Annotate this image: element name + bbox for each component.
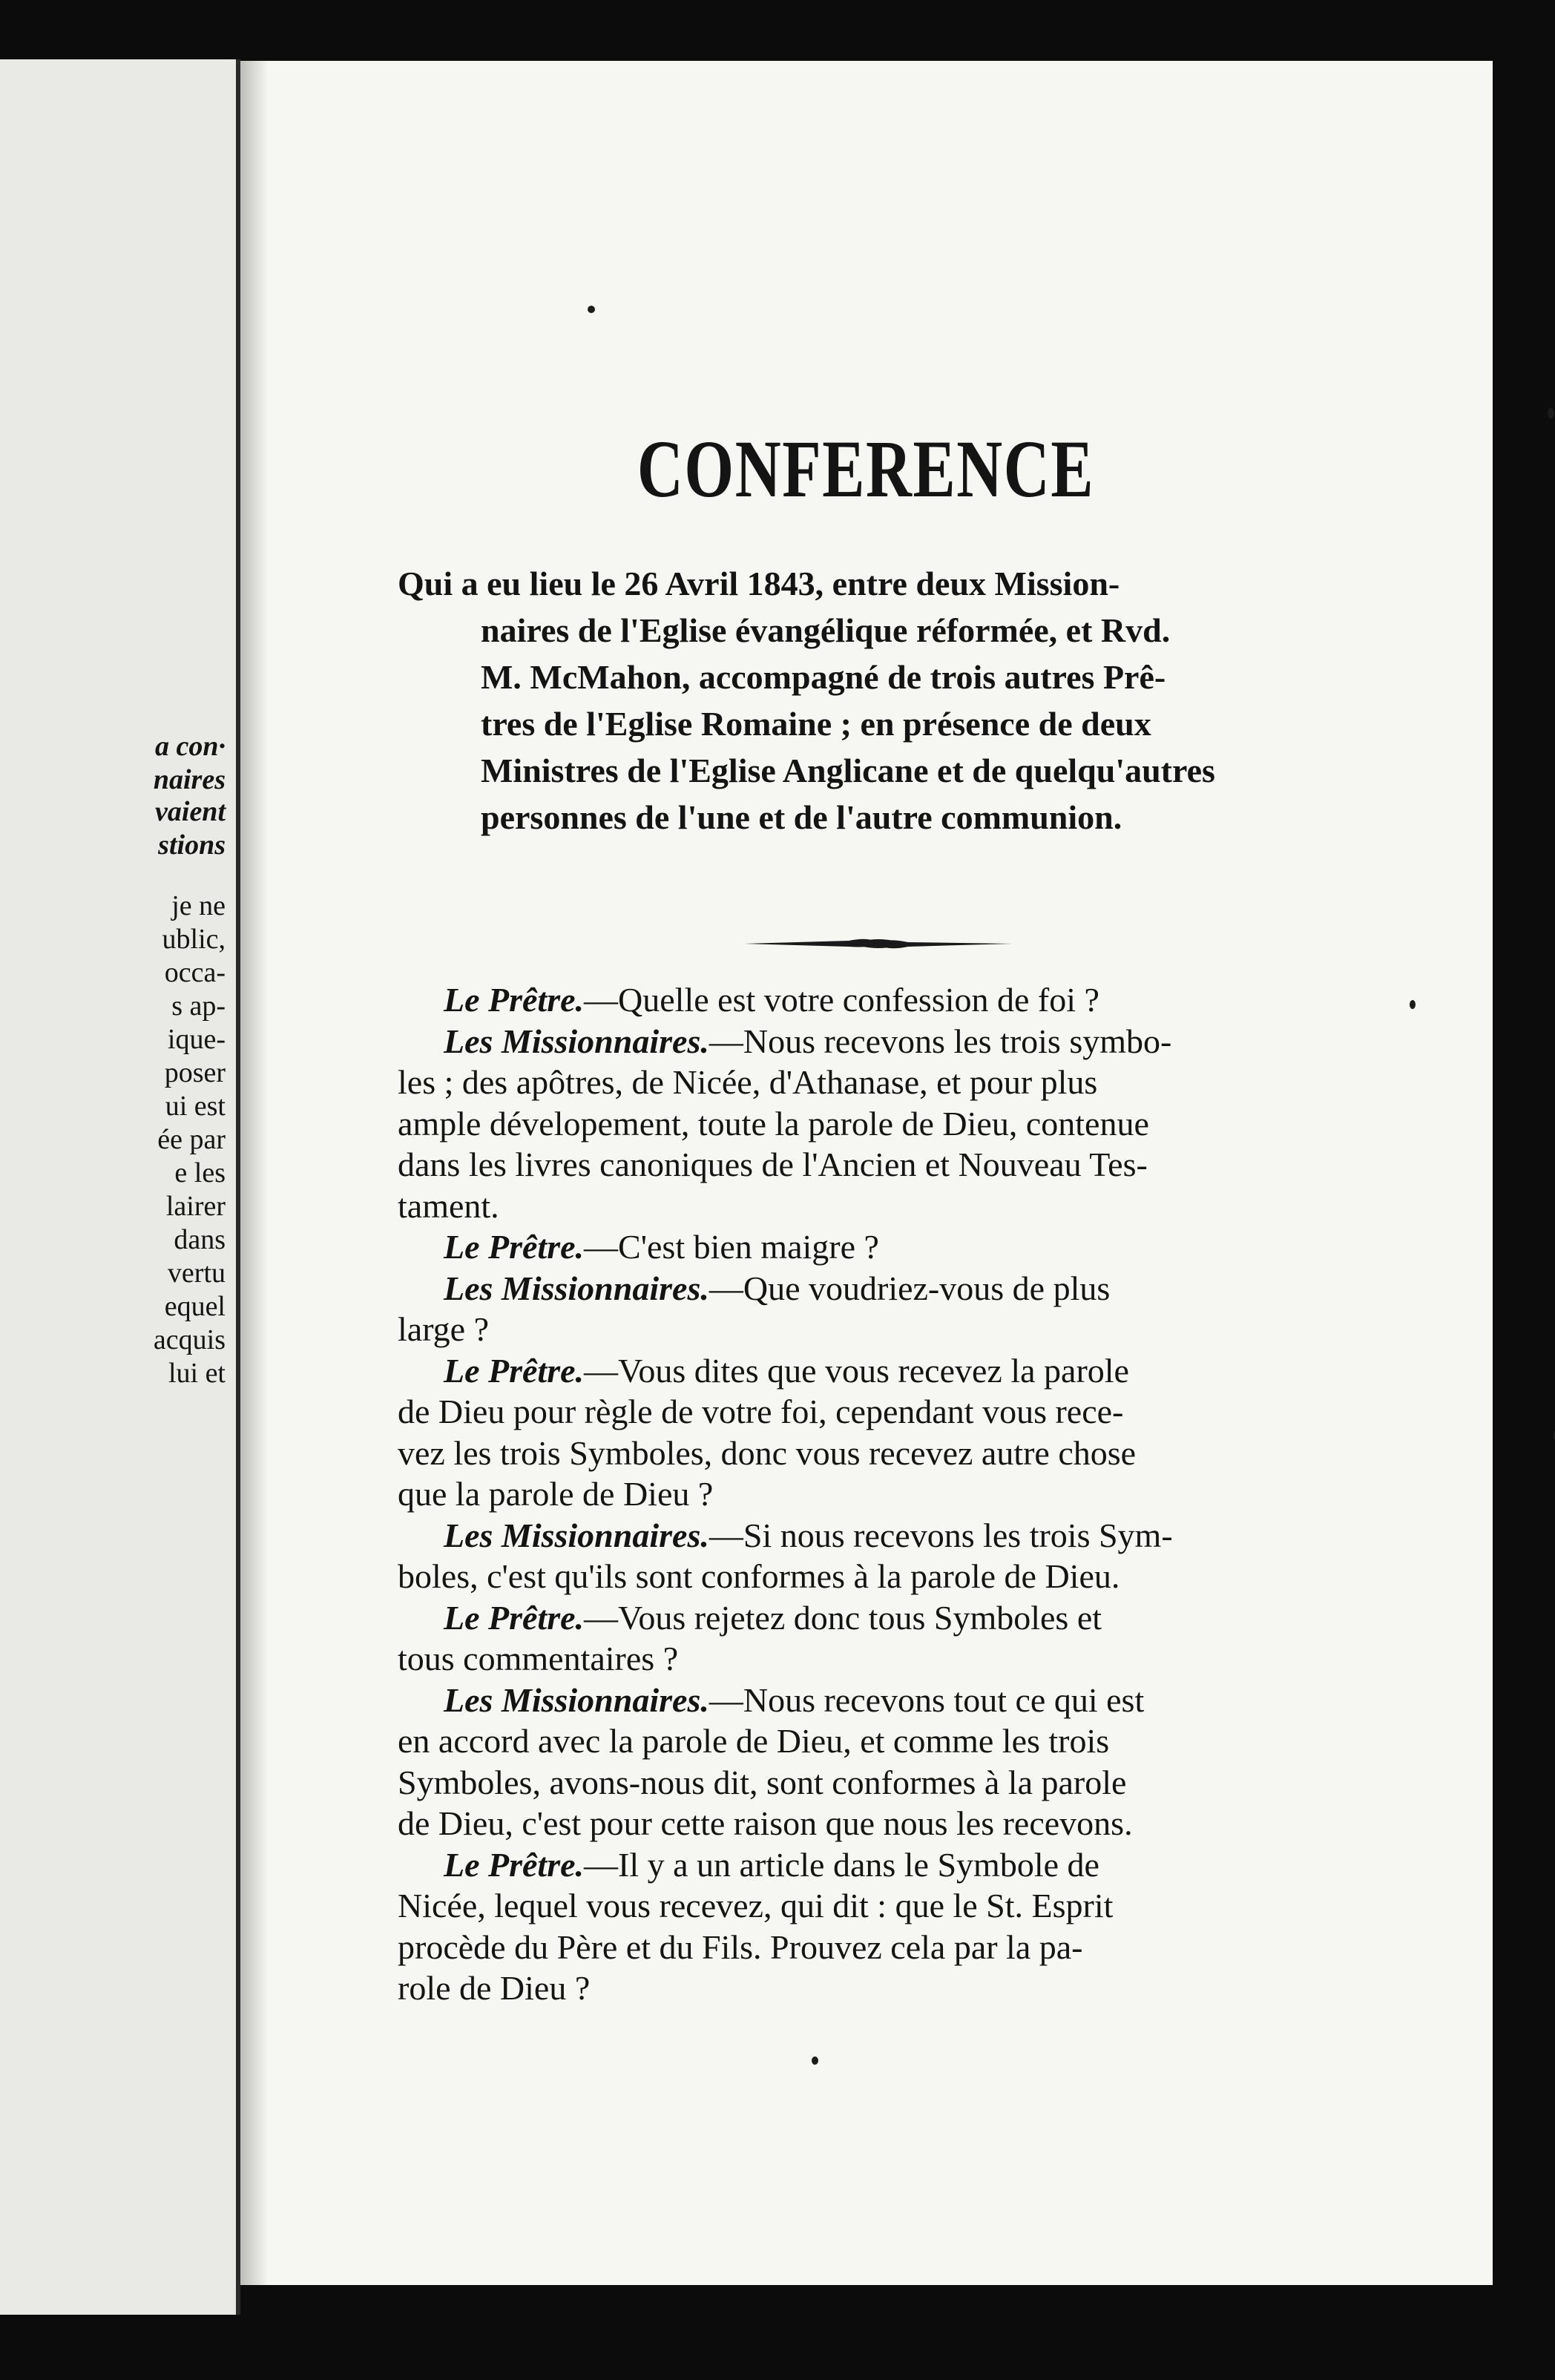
- prev-page-line: occa-: [164, 957, 226, 988]
- dialogue-line: procède du Père et du Fils. Prouvez cela par la pa-: [398, 1927, 1083, 1966]
- page-title: CONFERENCE: [637, 424, 1095, 514]
- dialogue-text: —Il y a un article dans le Symbole de: [584, 1845, 1099, 1884]
- ink-speck: [1548, 408, 1554, 418]
- prev-page-line: poser: [164, 1057, 226, 1088]
- prev-page-line: dans: [174, 1224, 226, 1255]
- prev-page-line: vertu: [167, 1258, 226, 1289]
- dialogue-text: —Que voudriez-vous de plus: [709, 1269, 1111, 1307]
- prev-page-line: equel: [164, 1291, 226, 1322]
- prev-page-line: e les: [174, 1157, 226, 1189]
- dialogue-line: de Dieu, c'est pour cette raison que nous les recevons.: [398, 1804, 1133, 1842]
- intro-line: Ministres de l'Eglise Anglicane et de quelqu'autres: [481, 752, 1215, 789]
- prev-page-line: ui est: [165, 1091, 226, 1122]
- prev-page-line: stions: [158, 829, 226, 861]
- dialogue-line: dans les livres canoniques de l'Ancien et Nouveau Tes-: [398, 1145, 1148, 1183]
- dialogue-line: [398, 1597, 1334, 1639]
- dialogue-line: les ; des apôtres, de Nicée, d'Athanase, et pour plus: [398, 1063, 1098, 1101]
- prev-page-line: vaient: [155, 796, 226, 827]
- prev-page-line: ée par: [157, 1124, 226, 1155]
- dialogue-section: [398, 979, 1334, 2009]
- dialogue-line: ample dévelopement, toute la parole de Dieu, contenue: [398, 1104, 1149, 1143]
- dialogue-line: vez les trois Symboles, donc vous recevez autre chose: [398, 1433, 1137, 1472]
- dialogue-line: Symboles, avons-nous dit, sont conformes à la parole: [398, 1763, 1127, 1801]
- dialogue-line: [398, 1226, 1334, 1268]
- prev-page-line: je ne: [171, 890, 226, 921]
- ink-speck: [588, 306, 595, 313]
- ink-speck: [812, 2057, 818, 2065]
- prev-page-line: lui et: [168, 1358, 226, 1389]
- prev-page-line: ublic,: [162, 924, 226, 955]
- speaker-label: Le Prêtre.: [444, 1598, 585, 1637]
- dialogue-text: —Nous recevons tout ce qui est: [709, 1680, 1145, 1719]
- dialogue-text: —Nous recevons les trois symbo-: [709, 1022, 1172, 1060]
- dialogue-line: [398, 1844, 1334, 1886]
- previous-page-fragment: [0, 59, 240, 2315]
- speaker-label: Les Missionnaires.: [444, 1680, 709, 1719]
- dialogue-line: tous commentaires ?: [398, 1640, 679, 1677]
- dialogue-text: —C'est bien maigre ?: [584, 1228, 879, 1266]
- dialogue-line: en accord avec la parole de Dieu, et comme les trois: [398, 1722, 1110, 1760]
- intro-line: Qui a eu lieu le 26 Avril 1843, entre deux Mission-: [398, 565, 1120, 602]
- prev-page-line: naires: [153, 764, 226, 795]
- prev-page-line: lairer: [165, 1191, 226, 1222]
- dialogue-text: —Vous rejetez donc tous Symboles et: [584, 1598, 1102, 1637]
- dialogue-line: que la parole de Dieu ?: [398, 1475, 714, 1513]
- intro-line: personnes de l'une et de l'autre communion.: [481, 798, 1122, 836]
- dialogue-line: boles, c'est qu'ils sont conformes à la parole de Dieu.: [398, 1557, 1120, 1595]
- speaker-label: Les Missionnaires.: [444, 1022, 709, 1060]
- dialogue-line: [398, 979, 1334, 1021]
- dialogue-text: —Quelle est votre confession de foi ?: [584, 981, 1099, 1019]
- document-page: [240, 61, 1493, 2285]
- speaker-label: Les Missionnaires.: [444, 1516, 709, 1554]
- prev-page-line: s ap-: [171, 990, 226, 1022]
- intro-line: M. McMahon, accompagné de trois autres Prê-: [481, 658, 1166, 696]
- dialogue-line: [398, 1680, 1334, 1721]
- ornamental-rule: [745, 935, 1012, 953]
- dialogue-text: —Si nous recevons les trois Sym-: [709, 1516, 1173, 1554]
- page-gutter-shadow: [240, 61, 267, 2285]
- prev-page-line: ique-: [167, 1024, 226, 1055]
- prev-page-line: a con·: [155, 731, 226, 762]
- speaker-label: Le Prêtre.: [444, 1228, 585, 1266]
- dialogue-line: tament.: [398, 1186, 499, 1225]
- intro-line: tres de l'Eglise Romaine ; en présence de deux: [481, 705, 1151, 743]
- speaker-label: Le Prêtre.: [444, 981, 585, 1019]
- intro-paragraph: [398, 560, 1334, 841]
- dialogue-line: [398, 1268, 1334, 1309]
- speaker-label: Les Missionnaires.: [444, 1269, 709, 1307]
- dialogue-line: [398, 1021, 1334, 1062]
- dialogue-line: role de Dieu ?: [398, 1969, 591, 2007]
- dialogue-line: [398, 1515, 1334, 1556]
- intro-line: naires de l'Eglise évangélique réformée, et Rvd.: [481, 611, 1171, 649]
- speaker-label: Le Prêtre.: [444, 1845, 585, 1884]
- prev-page-line: acquis: [153, 1324, 226, 1355]
- dialogue-text: —Vous dites que vous recevez la parole: [584, 1351, 1129, 1390]
- dialogue-line: large ?: [398, 1310, 490, 1348]
- dialogue-line: Nicée, lequel vous recevez, qui dit : que le St. Esprit: [398, 1887, 1114, 1924]
- speaker-label: Le Prêtre.: [444, 1351, 585, 1390]
- dialogue-line: [398, 1350, 1334, 1392]
- ink-speck: [1410, 1000, 1416, 1009]
- dialogue-line: de Dieu pour règle de votre foi, cependant vous rece-: [398, 1393, 1124, 1430]
